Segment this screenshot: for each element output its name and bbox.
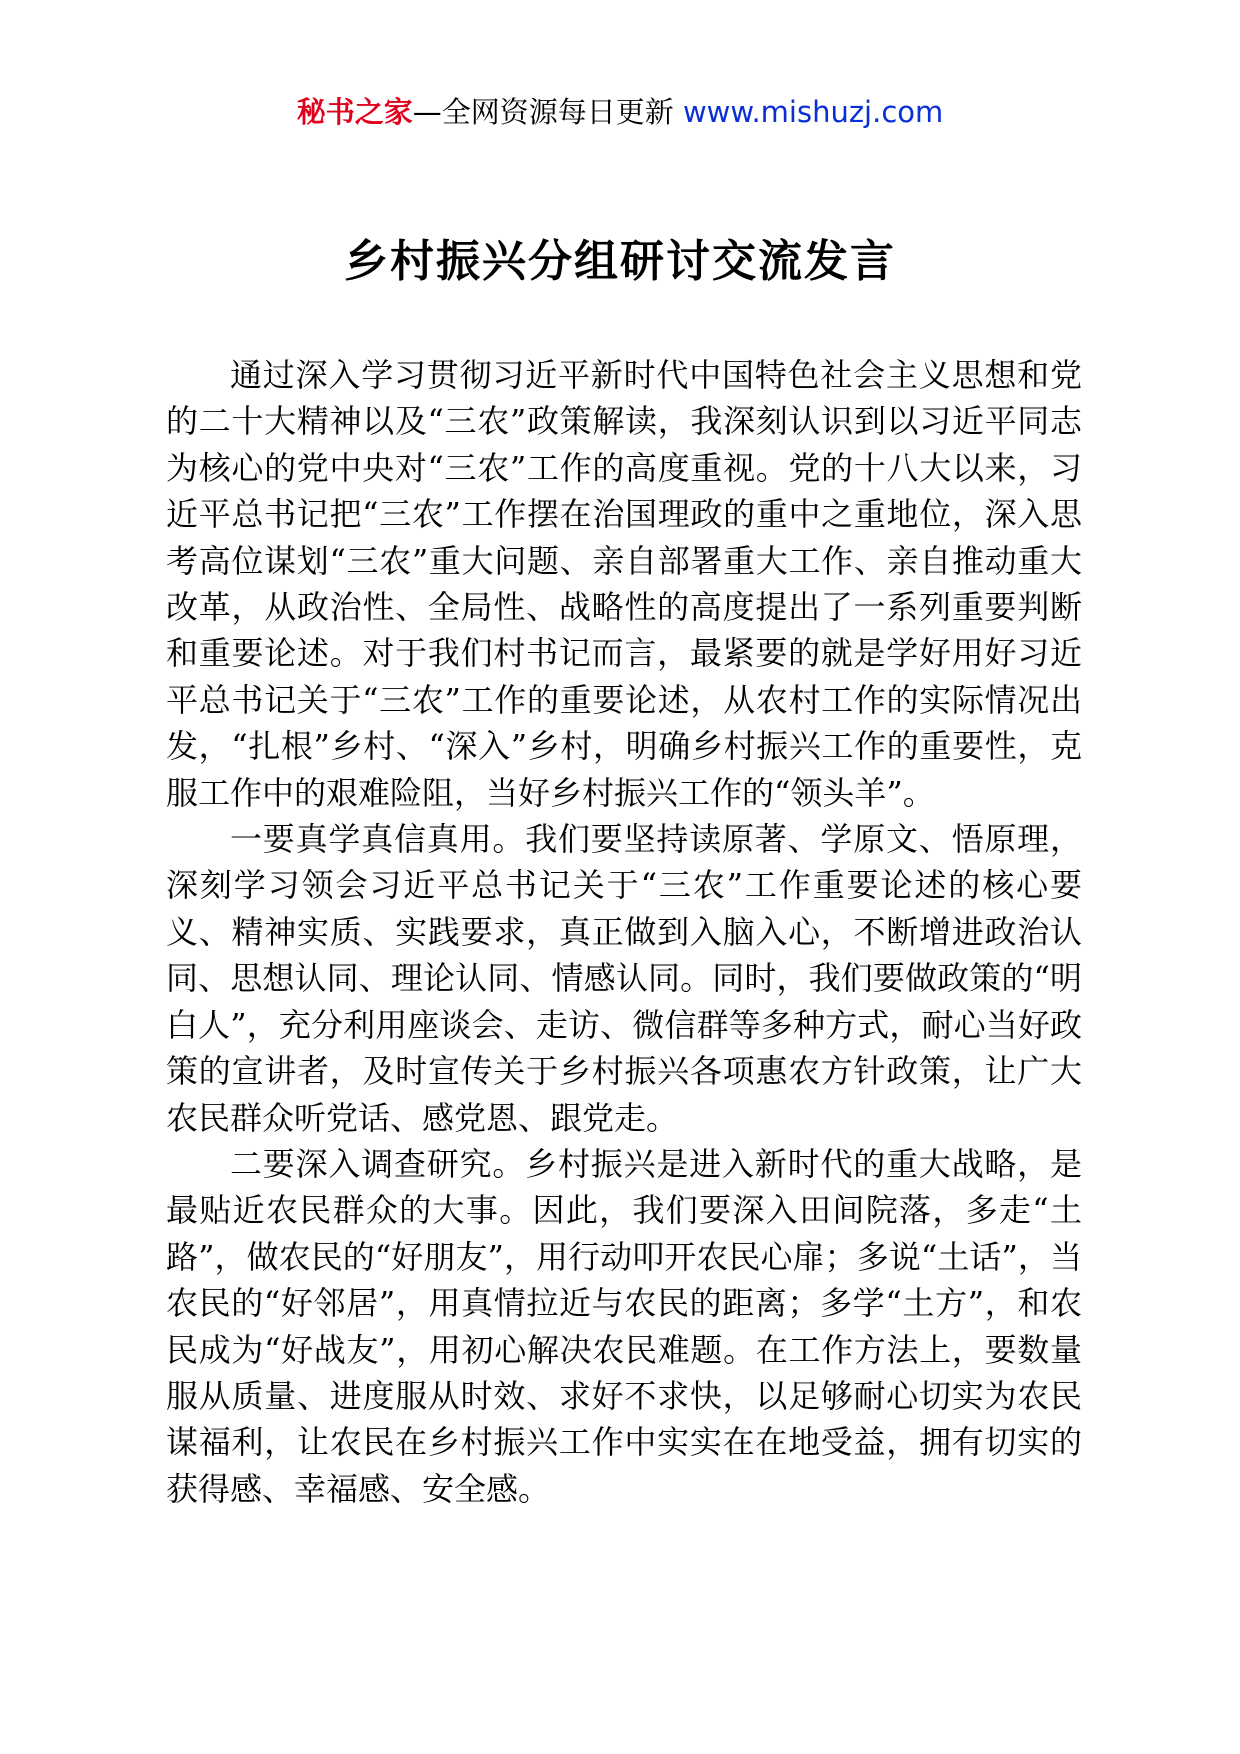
paragraph-3: 二要深入调查研究。乡村振兴是进入新时代的重大战略，是最贴近农民群众的大事。因此，我们要深入田间院落，多走“土路”，做农民的“好朋友”，用行动叩开农民心扉；多说“土话”，当农民的“好邻居”，用真情拉近与农民的距离；多学“土方”，和农民成为“好战友”，用初心解决农民难题。在工作方法上，要数量服从质量、进度服从时效、求好不求快，以足够耐心切实为农民谋福利，让农民在乡村振兴工作中实实在在地受益，拥有切实的获得感、幸福感、安全感。 — [166, 1144, 1082, 1508]
header-tagline: —全网资源每日更新 — [412, 95, 674, 129]
page-header — [0, 92, 1240, 132]
document-title: 乡村振兴分组研讨交流发言 — [344, 236, 896, 287]
brand-name: 秘书之家 — [296, 95, 413, 129]
paragraph-1: 通过深入学习贯彻习近平新时代中国特色社会主义思想和党的二十大精神以及“三农”政策解读，我深刻认识到以习近平同志为核心的党中央对“三农”工作的高度重视。党的十八大以来，习近平总书记把“三农”工作摆在治国理政的重中之重地位，深入思考高位谋划“三农”重大问题、亲自部署重大工作、亲自推动重大改革，从政治性、全局性、战略性的高度提出了一系列重要判断和重要论述。对于我们村书记而言，最紧要的就是学好用好习近平总书记关于“三农”工作的重要论述，从农村工作的实际情况出发，“扎根”乡村、“深入”乡村，明确乡村振兴工作的重要性，克服工作中的艰难险阻，当好乡村振兴工作的“领头羊”。 — [166, 356, 1082, 812]
website-link[interactable]: www.mishuzj.com — [682, 95, 944, 129]
document-body — [166, 352, 1082, 1512]
paragraph-2: 一要真学真信真用。我们要坚持读原著、学原文、悟原理，深刻学习领会习近平总书记关于“三农”工作重要论述的核心要义、精神实质、实践要求，真正做到入脑入心，不断增进政治认同、思想认同、理论认同、情感认同。同时，我们要做政策的“明白人”，充分利用座谈会、走访、微信群等多种方式，耐心当好政策的宣讲者，及时宣传关于乡村振兴各项惠农方针政策，让广大农民群众听党话、感党恩、跟党走。 — [166, 820, 1082, 1137]
